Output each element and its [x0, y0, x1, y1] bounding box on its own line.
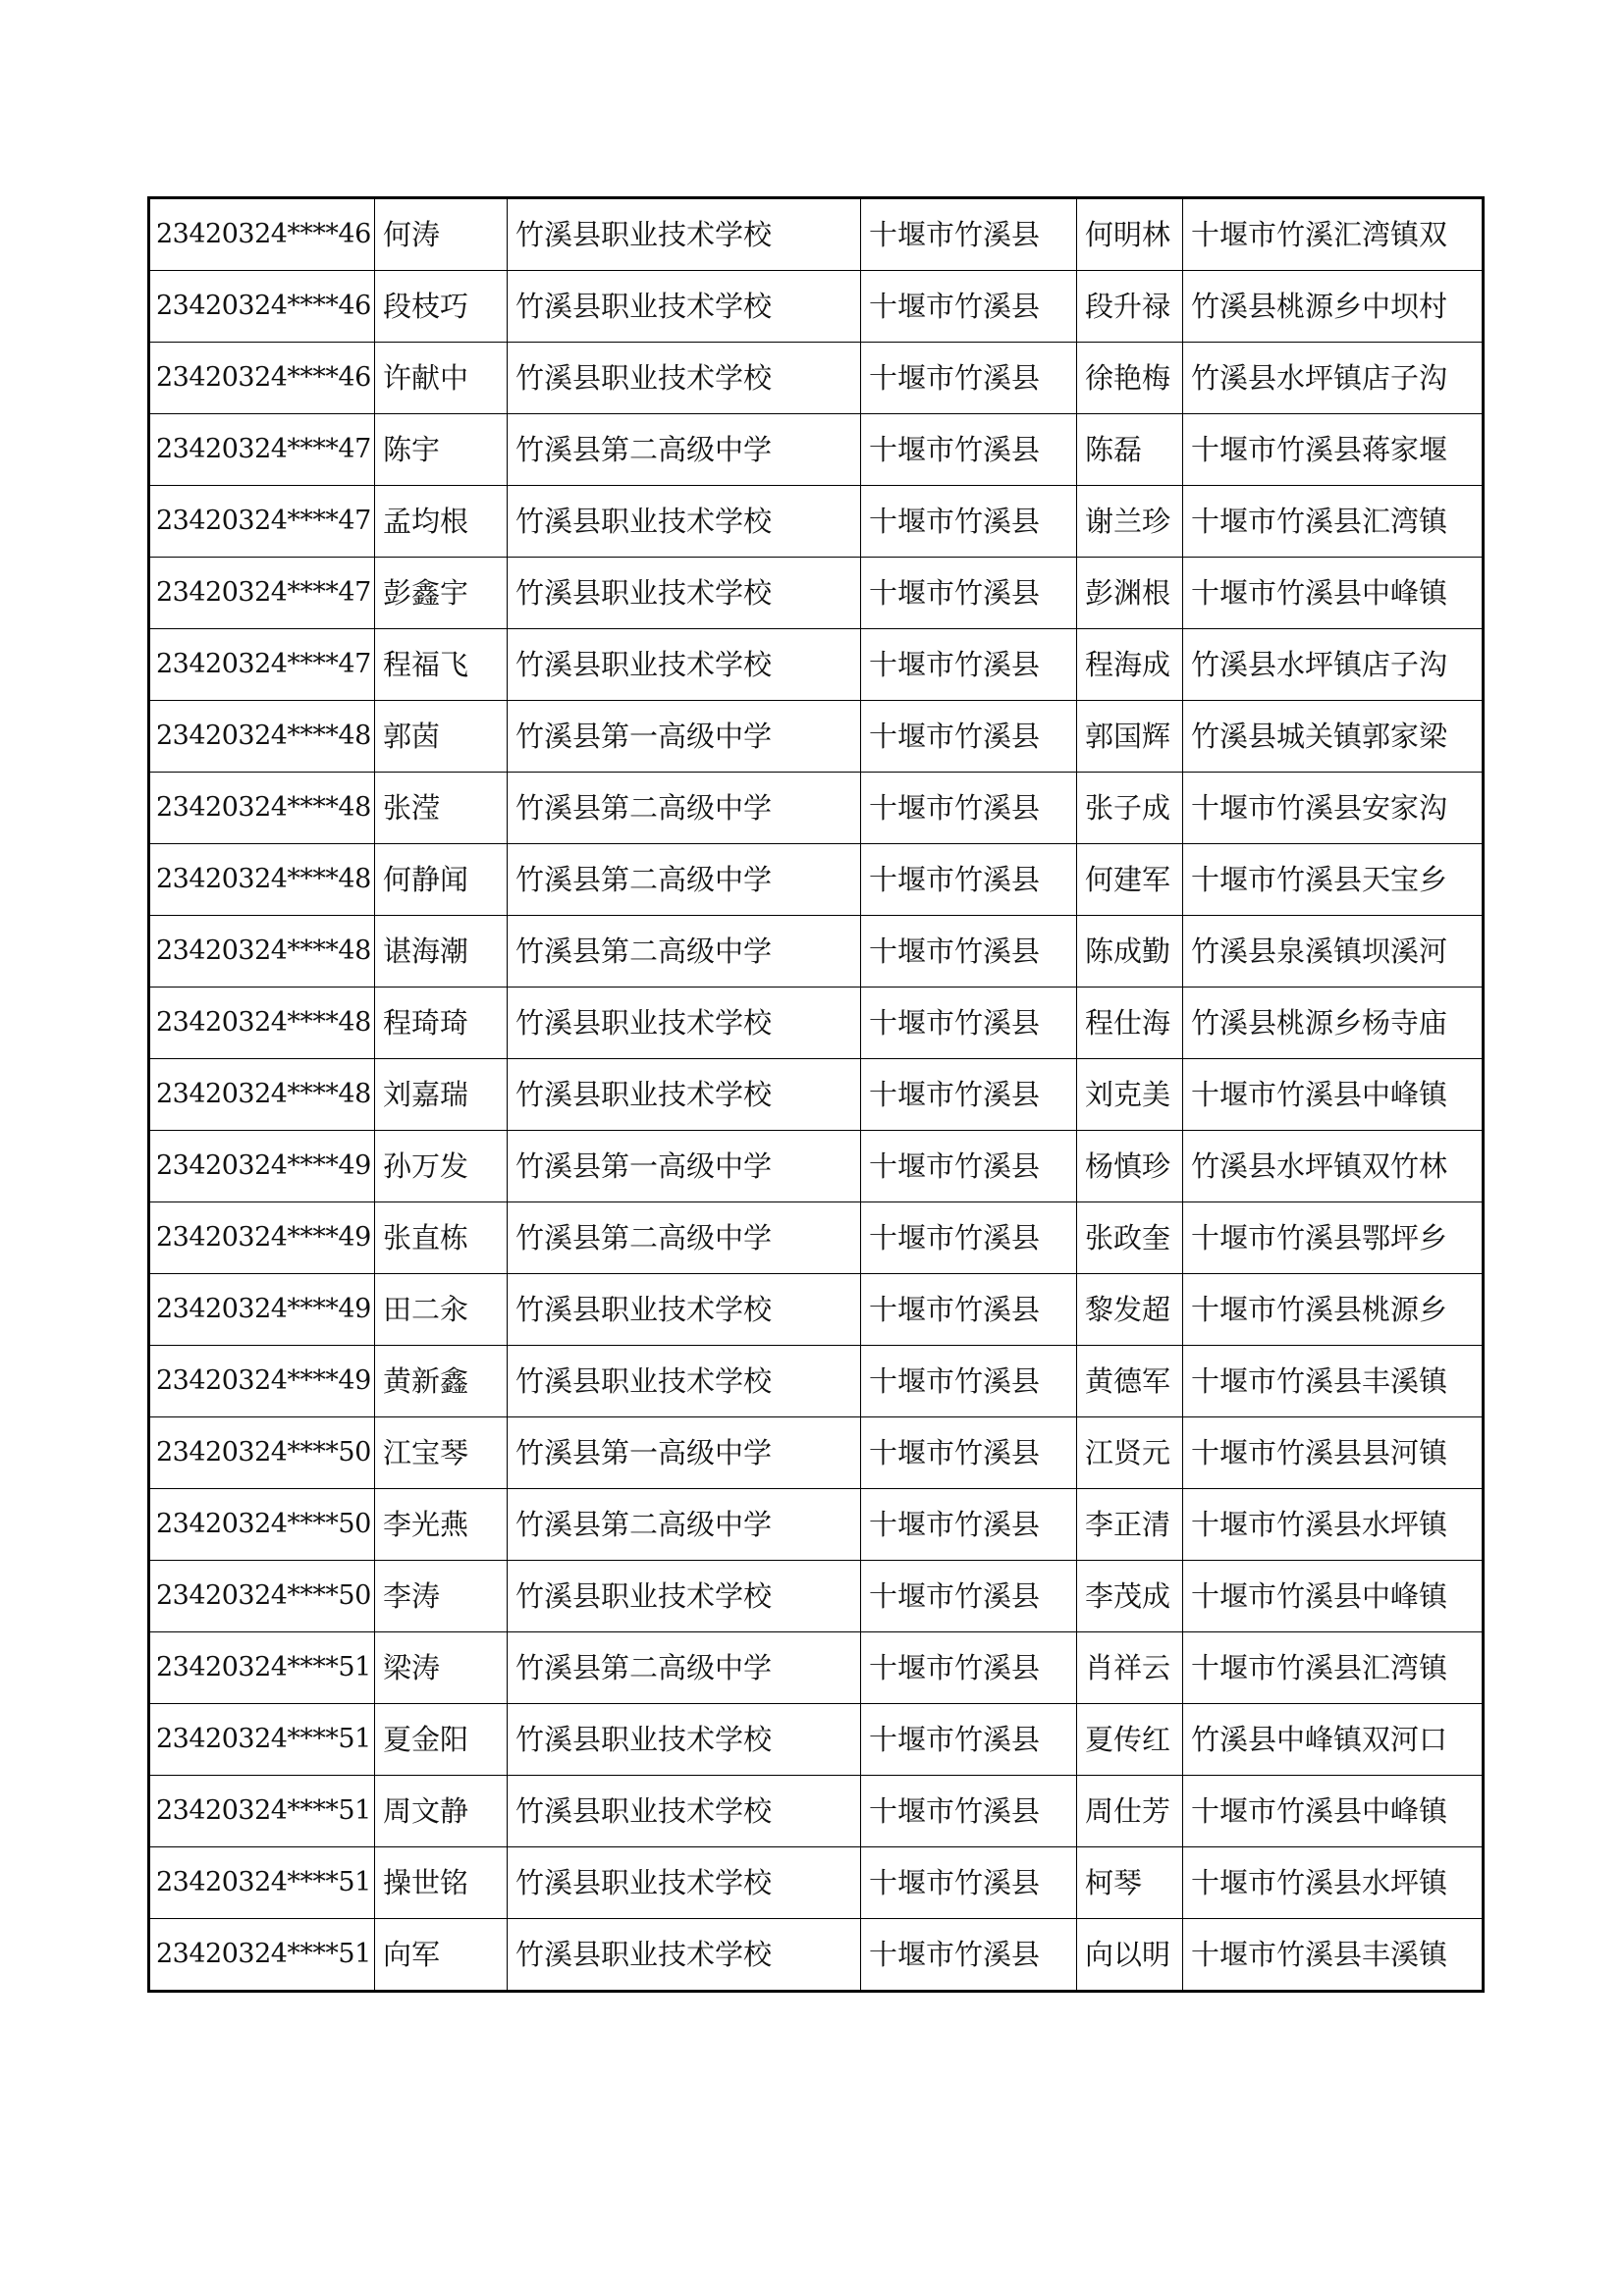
guardian-name-cell: 谢兰珍	[1077, 486, 1183, 558]
guardian-name-cell: 周仕芳	[1077, 1776, 1183, 1847]
school-cell: 竹溪县职业技术学校	[508, 988, 861, 1059]
id-number-cell: 23420324****48	[149, 916, 375, 988]
table-row	[149, 486, 1484, 558]
id-number-cell: 23420324****47	[149, 558, 375, 629]
address-cell: 竹溪县桃源乡中坝村	[1183, 271, 1484, 343]
id-number-cell: 23420324****48	[149, 844, 375, 916]
guardian-name-cell: 杨慎珍	[1077, 1131, 1183, 1202]
region-cell: 十堰市竹溪县	[861, 916, 1077, 988]
table-row	[149, 701, 1484, 773]
student-name-cell: 程福飞	[375, 629, 508, 701]
id-number-cell: 23420324****47	[149, 486, 375, 558]
table-row	[149, 988, 1484, 1059]
region-cell: 十堰市竹溪县	[861, 558, 1077, 629]
id-number-cell: 23420324****48	[149, 988, 375, 1059]
id-number-cell: 23420324****49	[149, 1274, 375, 1346]
school-cell: 竹溪县职业技术学校	[508, 198, 861, 271]
student-name-cell: 向军	[375, 1919, 508, 1992]
school-cell: 竹溪县第二高级中学	[508, 1202, 861, 1274]
student-name-cell: 孙万发	[375, 1131, 508, 1202]
guardian-name-cell: 李正清	[1077, 1489, 1183, 1561]
school-cell: 竹溪县第二高级中学	[508, 1632, 861, 1704]
student-name-cell: 孟均根	[375, 486, 508, 558]
guardian-name-cell: 夏传红	[1077, 1704, 1183, 1776]
student-name-cell: 彭鑫宇	[375, 558, 508, 629]
region-cell: 十堰市竹溪县	[861, 1561, 1077, 1632]
school-cell: 竹溪县职业技术学校	[508, 271, 861, 343]
id-number-cell: 23420324****47	[149, 414, 375, 486]
guardian-name-cell: 向以明	[1077, 1919, 1183, 1992]
school-cell: 竹溪县职业技术学校	[508, 343, 861, 414]
id-number-cell: 23420324****51	[149, 1919, 375, 1992]
school-cell: 竹溪县职业技术学校	[508, 1919, 861, 1992]
student-name-cell: 郭茵	[375, 701, 508, 773]
address-cell: 十堰市竹溪县中峰镇	[1183, 1561, 1484, 1632]
region-cell: 十堰市竹溪县	[861, 414, 1077, 486]
table-row	[149, 916, 1484, 988]
table-row	[149, 844, 1484, 916]
school-cell: 竹溪县职业技术学校	[508, 1847, 861, 1919]
table-row	[149, 1346, 1484, 1417]
student-list-body	[149, 198, 1484, 1992]
guardian-name-cell: 刘克美	[1077, 1059, 1183, 1131]
table-row	[149, 1274, 1484, 1346]
address-cell: 十堰市竹溪县县河镇	[1183, 1417, 1484, 1489]
id-number-cell: 23420324****48	[149, 1059, 375, 1131]
guardian-name-cell: 郭国辉	[1077, 701, 1183, 773]
school-cell: 竹溪县职业技术学校	[508, 558, 861, 629]
region-cell: 十堰市竹溪县	[861, 773, 1077, 844]
table-row	[149, 1131, 1484, 1202]
table-row	[149, 271, 1484, 343]
student-name-cell: 何涛	[375, 198, 508, 271]
region-cell: 十堰市竹溪县	[861, 343, 1077, 414]
id-number-cell: 23420324****48	[149, 701, 375, 773]
guardian-name-cell: 黎发超	[1077, 1274, 1183, 1346]
id-number-cell: 23420324****51	[149, 1632, 375, 1704]
school-cell: 竹溪县职业技术学校	[508, 1704, 861, 1776]
id-number-cell: 23420324****46	[149, 343, 375, 414]
address-cell: 十堰市竹溪县蒋家堰	[1183, 414, 1484, 486]
table-row	[149, 1847, 1484, 1919]
student-name-cell: 段枝巧	[375, 271, 508, 343]
id-number-cell: 23420324****50	[149, 1417, 375, 1489]
guardian-name-cell: 徐艳梅	[1077, 343, 1183, 414]
address-cell: 竹溪县水坪镇店子沟	[1183, 629, 1484, 701]
table-row	[149, 198, 1484, 271]
region-cell: 十堰市竹溪县	[861, 1059, 1077, 1131]
guardian-name-cell: 段升禄	[1077, 271, 1183, 343]
address-cell: 十堰市竹溪县水坪镇	[1183, 1847, 1484, 1919]
id-number-cell: 23420324****51	[149, 1847, 375, 1919]
address-cell: 十堰市竹溪县安家沟	[1183, 773, 1484, 844]
region-cell: 十堰市竹溪县	[861, 1131, 1077, 1202]
id-number-cell: 23420324****50	[149, 1561, 375, 1632]
student-name-cell: 谌海潮	[375, 916, 508, 988]
region-cell: 十堰市竹溪县	[861, 1417, 1077, 1489]
guardian-name-cell: 黄德军	[1077, 1346, 1183, 1417]
table-row	[149, 1704, 1484, 1776]
student-name-cell: 张滢	[375, 773, 508, 844]
table-row	[149, 773, 1484, 844]
school-cell: 竹溪县第二高级中学	[508, 916, 861, 988]
region-cell: 十堰市竹溪县	[861, 1776, 1077, 1847]
id-number-cell: 23420324****49	[149, 1131, 375, 1202]
table-row	[149, 629, 1484, 701]
id-number-cell: 23420324****46	[149, 198, 375, 271]
school-cell: 竹溪县职业技术学校	[508, 1346, 861, 1417]
student-name-cell: 张直栋	[375, 1202, 508, 1274]
school-cell: 竹溪县第二高级中学	[508, 773, 861, 844]
address-cell: 十堰市竹溪县丰溪镇	[1183, 1346, 1484, 1417]
school-cell: 竹溪县第一高级中学	[508, 701, 861, 773]
guardian-name-cell: 何建军	[1077, 844, 1183, 916]
region-cell: 十堰市竹溪县	[861, 198, 1077, 271]
student-name-cell: 黄新鑫	[375, 1346, 508, 1417]
school-cell: 竹溪县职业技术学校	[508, 629, 861, 701]
region-cell: 十堰市竹溪县	[861, 486, 1077, 558]
student-name-cell: 程琦琦	[375, 988, 508, 1059]
id-number-cell: 23420324****49	[149, 1346, 375, 1417]
guardian-name-cell: 彭渊根	[1077, 558, 1183, 629]
student-name-cell: 陈宇	[375, 414, 508, 486]
student-name-cell: 何静闻	[375, 844, 508, 916]
school-cell: 竹溪县第二高级中学	[508, 414, 861, 486]
region-cell: 十堰市竹溪县	[861, 1632, 1077, 1704]
id-number-cell: 23420324****51	[149, 1704, 375, 1776]
address-cell: 十堰市竹溪县丰溪镇	[1183, 1919, 1484, 1992]
student-list-table	[147, 196, 1485, 1993]
address-cell: 十堰市竹溪县天宝乡	[1183, 844, 1484, 916]
region-cell: 十堰市竹溪县	[861, 1202, 1077, 1274]
region-cell: 十堰市竹溪县	[861, 701, 1077, 773]
guardian-name-cell: 陈磊	[1077, 414, 1183, 486]
id-number-cell: 23420324****51	[149, 1776, 375, 1847]
student-name-cell: 许献中	[375, 343, 508, 414]
address-cell: 十堰市竹溪县汇湾镇	[1183, 486, 1484, 558]
region-cell: 十堰市竹溪县	[861, 844, 1077, 916]
id-number-cell: 23420324****46	[149, 271, 375, 343]
student-name-cell: 江宝琴	[375, 1417, 508, 1489]
region-cell: 十堰市竹溪县	[861, 1346, 1077, 1417]
guardian-name-cell: 何明林	[1077, 198, 1183, 271]
region-cell: 十堰市竹溪县	[861, 1274, 1077, 1346]
address-cell: 十堰市竹溪县中峰镇	[1183, 1776, 1484, 1847]
student-name-cell: 李涛	[375, 1561, 508, 1632]
guardian-name-cell: 程仕海	[1077, 988, 1183, 1059]
id-number-cell: 23420324****47	[149, 629, 375, 701]
address-cell: 竹溪县泉溪镇坝溪河	[1183, 916, 1484, 988]
address-cell: 十堰市竹溪县鄂坪乡	[1183, 1202, 1484, 1274]
guardian-name-cell: 程海成	[1077, 629, 1183, 701]
region-cell: 十堰市竹溪县	[861, 1704, 1077, 1776]
guardian-name-cell: 陈成勤	[1077, 916, 1183, 988]
school-cell: 竹溪县职业技术学校	[508, 1059, 861, 1131]
region-cell: 十堰市竹溪县	[861, 1489, 1077, 1561]
table-row	[149, 1632, 1484, 1704]
table-row	[149, 1776, 1484, 1847]
region-cell: 十堰市竹溪县	[861, 988, 1077, 1059]
student-name-cell: 刘嘉瑞	[375, 1059, 508, 1131]
student-name-cell: 周文静	[375, 1776, 508, 1847]
school-cell: 竹溪县职业技术学校	[508, 1274, 861, 1346]
guardian-name-cell: 肖祥云	[1077, 1632, 1183, 1704]
address-cell: 竹溪县水坪镇店子沟	[1183, 343, 1484, 414]
student-name-cell: 梁涛	[375, 1632, 508, 1704]
table-row	[149, 1417, 1484, 1489]
region-cell: 十堰市竹溪县	[861, 1919, 1077, 1992]
table-row	[149, 1919, 1484, 1992]
address-cell: 十堰市竹溪县水坪镇	[1183, 1489, 1484, 1561]
region-cell: 十堰市竹溪县	[861, 271, 1077, 343]
guardian-name-cell: 张子成	[1077, 773, 1183, 844]
id-number-cell: 23420324****50	[149, 1489, 375, 1561]
student-name-cell: 李光燕	[375, 1489, 508, 1561]
school-cell: 竹溪县职业技术学校	[508, 1776, 861, 1847]
table-row	[149, 1059, 1484, 1131]
guardian-name-cell: 江贤元	[1077, 1417, 1183, 1489]
address-cell: 竹溪县城关镇郭家梁	[1183, 701, 1484, 773]
table-row	[149, 414, 1484, 486]
address-cell: 十堰市竹溪汇湾镇双	[1183, 198, 1484, 271]
school-cell: 竹溪县第二高级中学	[508, 1489, 861, 1561]
address-cell: 十堰市竹溪县桃源乡	[1183, 1274, 1484, 1346]
student-name-cell: 夏金阳	[375, 1704, 508, 1776]
address-cell: 竹溪县桃源乡杨寺庙	[1183, 988, 1484, 1059]
guardian-name-cell: 张政奎	[1077, 1202, 1183, 1274]
table-row	[149, 1561, 1484, 1632]
address-cell: 竹溪县中峰镇双河口	[1183, 1704, 1484, 1776]
school-cell: 竹溪县第一高级中学	[508, 1131, 861, 1202]
table-row	[149, 1202, 1484, 1274]
student-name-cell: 操世铭	[375, 1847, 508, 1919]
school-cell: 竹溪县职业技术学校	[508, 1561, 861, 1632]
guardian-name-cell: 李茂成	[1077, 1561, 1183, 1632]
guardian-name-cell: 柯琴	[1077, 1847, 1183, 1919]
address-cell: 十堰市竹溪县汇湾镇	[1183, 1632, 1484, 1704]
id-number-cell: 23420324****48	[149, 773, 375, 844]
school-cell: 竹溪县第一高级中学	[508, 1417, 861, 1489]
region-cell: 十堰市竹溪县	[861, 1847, 1077, 1919]
region-cell: 十堰市竹溪县	[861, 629, 1077, 701]
address-cell: 竹溪县水坪镇双竹林	[1183, 1131, 1484, 1202]
table-row	[149, 558, 1484, 629]
student-name-cell: 田二汆	[375, 1274, 508, 1346]
table-row	[149, 1489, 1484, 1561]
table-row	[149, 343, 1484, 414]
school-cell: 竹溪县职业技术学校	[508, 486, 861, 558]
id-number-cell: 23420324****49	[149, 1202, 375, 1274]
address-cell: 十堰市竹溪县中峰镇	[1183, 558, 1484, 629]
address-cell: 十堰市竹溪县中峰镇	[1183, 1059, 1484, 1131]
school-cell: 竹溪县第二高级中学	[508, 844, 861, 916]
